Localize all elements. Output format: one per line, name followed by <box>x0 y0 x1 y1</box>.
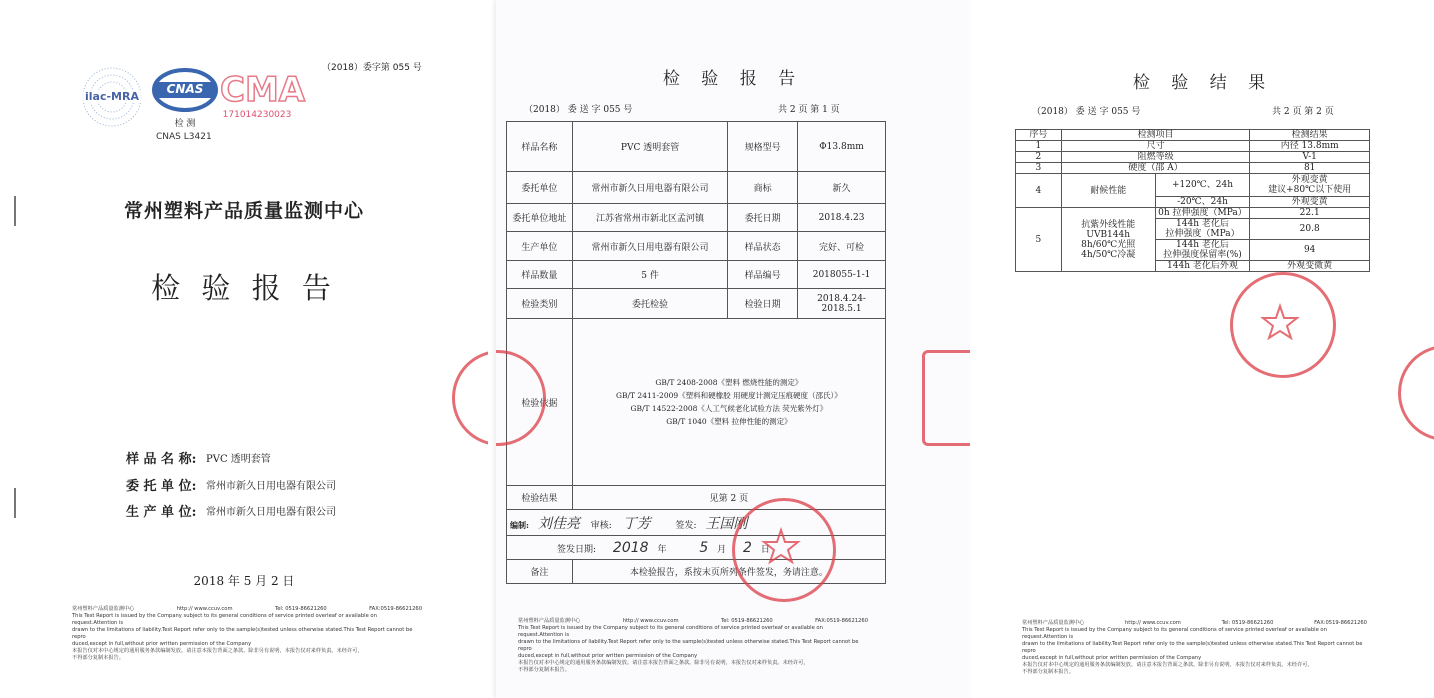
row-number: 2 <box>1016 152 1062 163</box>
standard-item: GB/T 2411-2009《塑料和硬橡胶 用硬度计测定压痕硬度（邵氏）》 <box>616 391 842 400</box>
official-seal <box>732 498 836 602</box>
page-footer <box>1022 620 1367 676</box>
table-row <box>507 122 886 172</box>
footer-line: 本报告仅对本中心规定的通用服务条款编制发放。请注意本报告背面之条款。除非另有说明，本报告仅对来样负责。未经许可， <box>1022 662 1313 668</box>
cma-label: CMA <box>220 70 306 110</box>
producer-label: 生 产 单 位: <box>126 505 197 520</box>
cover-date: 2018 年 5 月 2 日 <box>193 574 295 588</box>
seal-partial <box>1398 345 1434 441</box>
field-label: 样品状态 <box>728 232 798 261</box>
standard-item: GB/T 1040《塑料 拉伸性能的测定》 <box>666 417 792 426</box>
test-result <box>1250 174 1370 197</box>
producer-value: 常州市新久日用电器有限公司 <box>206 507 336 518</box>
result-line: 建议+80℃以下使用 <box>1268 185 1352 195</box>
field-label: 样品编号 <box>728 261 798 289</box>
footer-web: http:// www.ccuv.com <box>1125 620 1181 626</box>
test-condition <box>1155 240 1250 261</box>
test-item: 阻燃等级 <box>1061 152 1250 163</box>
field-label: 样品数量 <box>507 261 573 289</box>
cover-title: 检 验 报 告 <box>151 271 337 305</box>
seal-partial <box>922 350 970 446</box>
footer-line: This Test Report is issued by the Company subject to its general conditions of service printed overleaf or available on request.Attention is <box>1022 627 1327 640</box>
test-result: 20.8 <box>1250 219 1370 240</box>
footer-line: 不得部分复制本报告。 <box>72 655 124 661</box>
footer-contact <box>1022 620 1367 627</box>
table-row <box>1016 141 1370 152</box>
table-row <box>507 319 886 486</box>
field-value: PVC 透明套管 <box>572 122 728 172</box>
signer-label: 签发: <box>675 520 697 531</box>
table-row <box>1016 174 1370 197</box>
condition-line: 144h 老化后 <box>1176 240 1229 250</box>
row-number: 3 <box>1016 163 1062 174</box>
footer-fax: FAX:0519-86621260 <box>815 618 868 624</box>
cnas-label: CNAS <box>166 82 204 96</box>
client-value: 常州市新久日用电器有限公司 <box>206 481 336 492</box>
item-line: UVB144h <box>1086 229 1131 240</box>
test-condition: -20℃、24h <box>1155 197 1250 208</box>
field-value: 5 件 <box>572 261 728 289</box>
results-title: 检 验 结 果 <box>1132 73 1274 93</box>
footer-line: duced,except in full,without prior written permission of the Company <box>518 653 698 659</box>
compiler-signature: 刘佳亮 <box>537 515 580 532</box>
table-row <box>507 261 886 289</box>
condition-line: 144h 老化后 <box>1176 219 1229 229</box>
test-result: 内径 13.8mm <box>1250 141 1370 152</box>
column-header: 序号 <box>1016 130 1062 141</box>
footer-line: duced,except in full,without prior written permission of the Company <box>1022 655 1202 661</box>
sample-name-value: PVC 透明套管 <box>206 454 271 465</box>
scan-mark <box>14 488 16 518</box>
table-row <box>507 204 886 232</box>
field-value: 2018055-1-1 <box>798 261 886 289</box>
field-value: 完好、可检 <box>798 232 886 261</box>
footer-line: 不得部分复制本报告。 <box>518 667 570 673</box>
field-value: 委托检验 <box>572 289 728 319</box>
cnas-code: CNAS L3421 <box>156 132 212 142</box>
field-value: 新久 <box>798 172 886 204</box>
page-count: 共 2 页 第 1 页 <box>778 105 840 115</box>
footer-line: drawn to the limitations of liability.Test Report refer only to the sample(s)tested unless otherwise stated.This Test Report cannot be repro <box>72 627 413 640</box>
row-number: 4 <box>1016 174 1062 208</box>
item-line: 4h/50℃冷凝 <box>1081 249 1136 260</box>
footer-tel: Tel: 0519-86621260 <box>720 618 773 624</box>
test-result: V-1 <box>1250 152 1370 163</box>
footer-org: 常州塑料产品质量监测中心 <box>1022 620 1085 626</box>
page-count: 共 2 页 第 2 页 <box>1272 107 1334 117</box>
test-result: 81 <box>1250 163 1370 174</box>
test-result: 外观变黄 <box>1250 197 1370 208</box>
test-item: 耐候性能 <box>1061 174 1155 208</box>
standard-item: GB/T 14522-2008《人工气候老化试验方法 荧光紫外灯》 <box>630 404 828 413</box>
field-label: 检验日期 <box>728 289 798 319</box>
day-unit: 日 <box>760 544 770 555</box>
footer-line: drawn to the limitations of liability.Test Report refer only to the sample(s)tested unless otherwise stated.This Test Report cannot be repro <box>1022 641 1363 654</box>
cma-logo <box>220 70 306 122</box>
test-item <box>1061 208 1155 272</box>
year-unit: 年 <box>657 544 667 555</box>
footer-tel: Tel: 0519-86621260 <box>274 606 327 612</box>
result-label: 检验结果 <box>507 486 573 510</box>
report-number: （2018）委字第 055 号 <box>322 63 422 73</box>
field-label: 生产单位 <box>507 232 573 261</box>
ilac-mra-logo <box>78 66 146 128</box>
result-line: 外观变黄 <box>1291 175 1328 185</box>
test-condition: +120℃、24h <box>1155 174 1250 197</box>
test-item: 尺寸 <box>1061 141 1250 152</box>
test-condition <box>1155 219 1250 240</box>
field-value: 2018.4.23 <box>798 204 886 232</box>
basis-standards <box>572 319 885 486</box>
report-page <box>496 0 970 698</box>
item-line: 抗紫外线性能 <box>1081 219 1136 230</box>
table-row <box>507 289 886 319</box>
signer-signature: 王国刚 <box>705 515 748 532</box>
column-header: 检测项目 <box>1061 130 1250 141</box>
remark-value: 本检验报告，系按末页所列条件签发，务请注意。 <box>572 560 885 584</box>
test-condition: 0h 拉伸强度（MPa） <box>1155 208 1250 219</box>
table-row <box>507 172 886 204</box>
test-condition: 144h 老化后外观 <box>1155 261 1250 272</box>
field-value: 常州市新久日用电器有限公司 <box>572 172 728 204</box>
field-label: 委托单位地址 <box>507 204 573 232</box>
reviewer-label: 审核: <box>590 520 612 531</box>
field-label: 规格型号 <box>728 122 798 172</box>
table-row <box>1016 208 1370 219</box>
row-number: 5 <box>1016 208 1062 272</box>
row-number: 1 <box>1016 141 1062 152</box>
footer-contact <box>518 618 868 625</box>
footer-line: 本报告仅对本中心规定的通用服务条款编制发放。请注意本报告背面之条款。除非另有说明，本报告仅对来样负责。未经许可， <box>518 660 809 666</box>
field-label: 商标 <box>728 172 798 204</box>
table-row <box>1016 163 1370 174</box>
reviewer-signature: 丁芳 <box>622 515 651 532</box>
footer-line: duced,except in full,without prior written permission of the Company <box>72 641 252 647</box>
report-number: （2018） 委 送 字 055 号 <box>524 105 633 115</box>
standard-item: GB/T 2408-2008《塑料 燃烧性能的测定》 <box>655 378 803 387</box>
item-line: 8h/60℃光照 <box>1081 239 1136 250</box>
results-table <box>1015 129 1370 272</box>
field-label: 样品名称 <box>507 122 573 172</box>
result-value: 见第 2 页 <box>572 486 885 510</box>
field-value: 常州市新久日用电器有限公司 <box>572 232 728 261</box>
cnas-logo <box>150 66 220 128</box>
cnas-sublabel: 检 测 <box>174 119 196 129</box>
basis-label: 检验依据 <box>507 319 573 486</box>
footer-line: drawn to the limitations of liability.Test Report refer only to the sample(s)tested unless otherwise stated.This Test Report cannot be repro <box>518 639 859 652</box>
client-label: 委 托 单 位: <box>126 479 197 494</box>
report-number: （2018） 委 送 字 055 号 <box>1032 107 1141 117</box>
test-result: 22.1 <box>1250 208 1370 219</box>
compiler-label: 编制: <box>510 519 529 530</box>
footer-contact <box>72 606 422 613</box>
test-result: 94 <box>1250 240 1370 261</box>
footer-fax: FAX:0519-86621260 <box>369 606 422 612</box>
issue-day: 2 <box>743 539 752 556</box>
field-value: 2018.4.24-2018.5.1 <box>798 289 886 319</box>
footer-fax: FAX:0519-86621260 <box>1314 620 1367 626</box>
page-footer <box>518 618 868 674</box>
field-value: 江苏省常州市新北区孟河镇 <box>572 204 728 232</box>
footer-line: This Test Report is issued by the Company subject to its general conditions of service printed overleaf or available on request.Attention is <box>72 613 377 626</box>
footer-line: 本报告仅对本中心规定的通用服务条款编制发放。请注意本报告背面之条款。除非另有说明，本报告仅对来样负责。未经许可， <box>72 648 363 654</box>
footer-org: 常州塑料产品质量监测中心 <box>72 606 135 612</box>
footer-web: http:// www.ccuv.com <box>622 618 679 624</box>
field-value: Φ13.8mm <box>798 122 886 172</box>
field-label: 检验类别 <box>507 289 573 319</box>
cma-number: 171014230023 <box>222 110 292 120</box>
table-row <box>1016 152 1370 163</box>
field-label: 委托日期 <box>728 204 798 232</box>
issue-month: 5 <box>699 539 709 556</box>
column-header: 检测结果 <box>1250 130 1370 141</box>
ilac-label: ilac-MRA <box>78 90 146 103</box>
month-unit: 月 <box>717 544 727 555</box>
official-seal <box>1230 272 1336 378</box>
footer-web: http:// www.ccuv.com <box>176 606 233 612</box>
condition-line: 拉伸强度（MPa） <box>1165 229 1240 239</box>
footer-line: 不得部分复制本报告。 <box>1022 669 1074 675</box>
seal-partial <box>452 350 488 446</box>
sample-name-label: 样 品 名 称: <box>126 452 197 467</box>
table-header-row <box>1016 130 1370 141</box>
issue-date-label: 签发日期: <box>557 544 597 555</box>
field-label: 委托单位 <box>507 172 573 204</box>
test-result: 外观变微黄 <box>1250 261 1370 272</box>
issue-year: 2018 <box>612 539 649 556</box>
report-title: 检 验 报 告 <box>662 69 804 89</box>
footer-line: This Test Report is issued by the Company subject to its general conditions of service printed overleaf or available on request.Attention is <box>518 625 823 638</box>
remark-label: 备注 <box>507 560 573 584</box>
institution-name: 常州塑料产品质量监测中心 <box>123 200 364 222</box>
results-page <box>972 0 1434 698</box>
footer-org: 常州塑料产品质量监测中心 <box>518 618 581 624</box>
footer-tel: Tel: 0519-86621260 <box>1221 620 1274 626</box>
table-row <box>507 232 886 261</box>
cover-page <box>0 0 488 698</box>
page-footer <box>72 606 422 662</box>
condition-line: 拉伸强度保留率(%) <box>1163 250 1242 260</box>
test-item: 硬度（邵 A） <box>1061 163 1250 174</box>
